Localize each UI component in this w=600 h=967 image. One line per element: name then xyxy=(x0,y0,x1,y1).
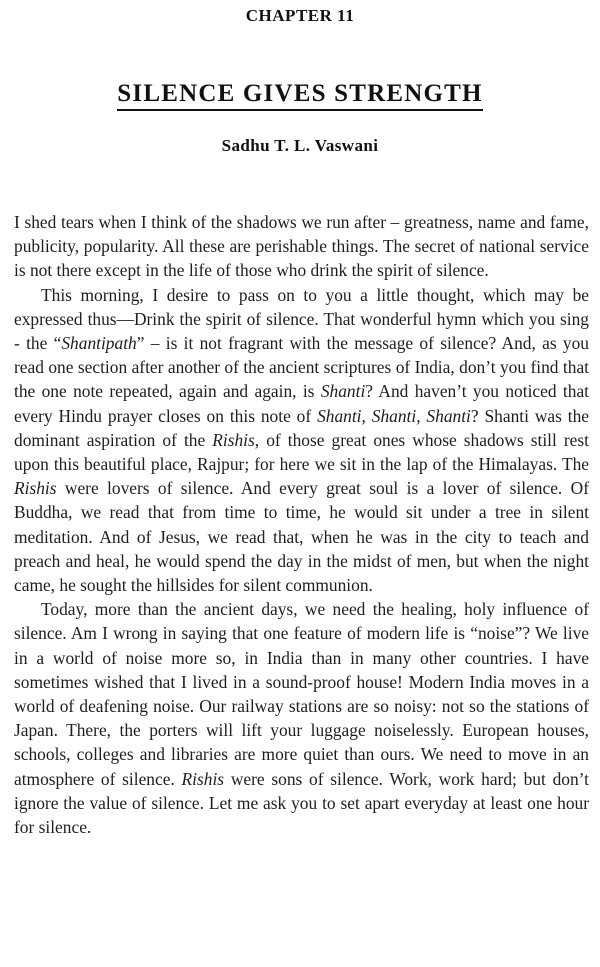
chapter-heading: CHAPTER 11 xyxy=(245,6,355,25)
text-run: ? Shanti was the dominant aspiration of the xyxy=(14,405,589,450)
text-run: , of those great ones whose shadows still rest upon this beautiful place, Rajpur; for here we sit in the lap of the Himalayas. The xyxy=(14,429,589,475)
paragraph xyxy=(14,597,589,839)
paragraph xyxy=(14,283,589,598)
italic-term: Rishis xyxy=(14,478,57,499)
italic-term: Rishis xyxy=(212,429,255,450)
text-run: This morning, I desire to pass on to you a little thought, which may be expressed thus—Drink the spirit of silence. That wonderful hymn which you sing - the “ xyxy=(14,284,589,354)
text-run: I shed tears when I think of the shadows we run after – greatness, name and fame, publicity, popularity. All these are perishable things. The secret of national service is not there except in the life of those who drink the spirit of silence. xyxy=(14,212,589,281)
body-text xyxy=(14,210,589,839)
text-run: were lovers of silence. And every great soul is a lover of silence. Of Buddha, we read that from time to time, he would sit under a tree in silent meditation. And of Jesus, we read that, when he was in the city to teach and preach and heal, he would spend the day in the midst of men, but when the night came, he sought the hillsides for silent communion. xyxy=(14,478,589,596)
text-run: ” – is it not fragrant with the message of silence? And, as you read one section after another of the ancient scriptures of India, don’t you find that the one note repeated, again and again, is xyxy=(14,333,589,402)
text-run: were sons of silence. Work, work hard; but don’t ignore the value of silence. Let me ask you to set apart everyday at least one hour for silence. xyxy=(14,768,589,838)
italic-term: Shantipath xyxy=(61,333,137,354)
italic-term: Shanti xyxy=(320,381,366,402)
text-run: Today, more than the ancient days, we need the healing, holy influence of silence. Am I wrong in saying that one feature of modern life is “noise”? We live in a world of noise more so, in India than in many other countries. I have sometimes wished that I lived in a sound-proof house! Modern India moves in a world of deafening noise. Our railway stations are so noisy: not so the stations of Japan. There, the porters will lift your luggage noiselessly. European houses, schools, colleges and libraries are more quiet than ours. We need to move in an atmosphere of silence. xyxy=(14,599,589,789)
italic-term: Shanti, Shanti, Shanti xyxy=(317,405,471,426)
paragraph xyxy=(14,210,589,283)
chapter-title-wrap xyxy=(0,80,600,111)
italic-term: Rishis xyxy=(181,768,225,789)
chapter-title: SILENCE GIVES STRENGTH xyxy=(117,81,482,111)
author-name: Sadhu T. L. Vaswani xyxy=(221,136,379,155)
text-run: ? And haven’t you noticed that every Hindu prayer closes on this note of xyxy=(14,381,589,426)
